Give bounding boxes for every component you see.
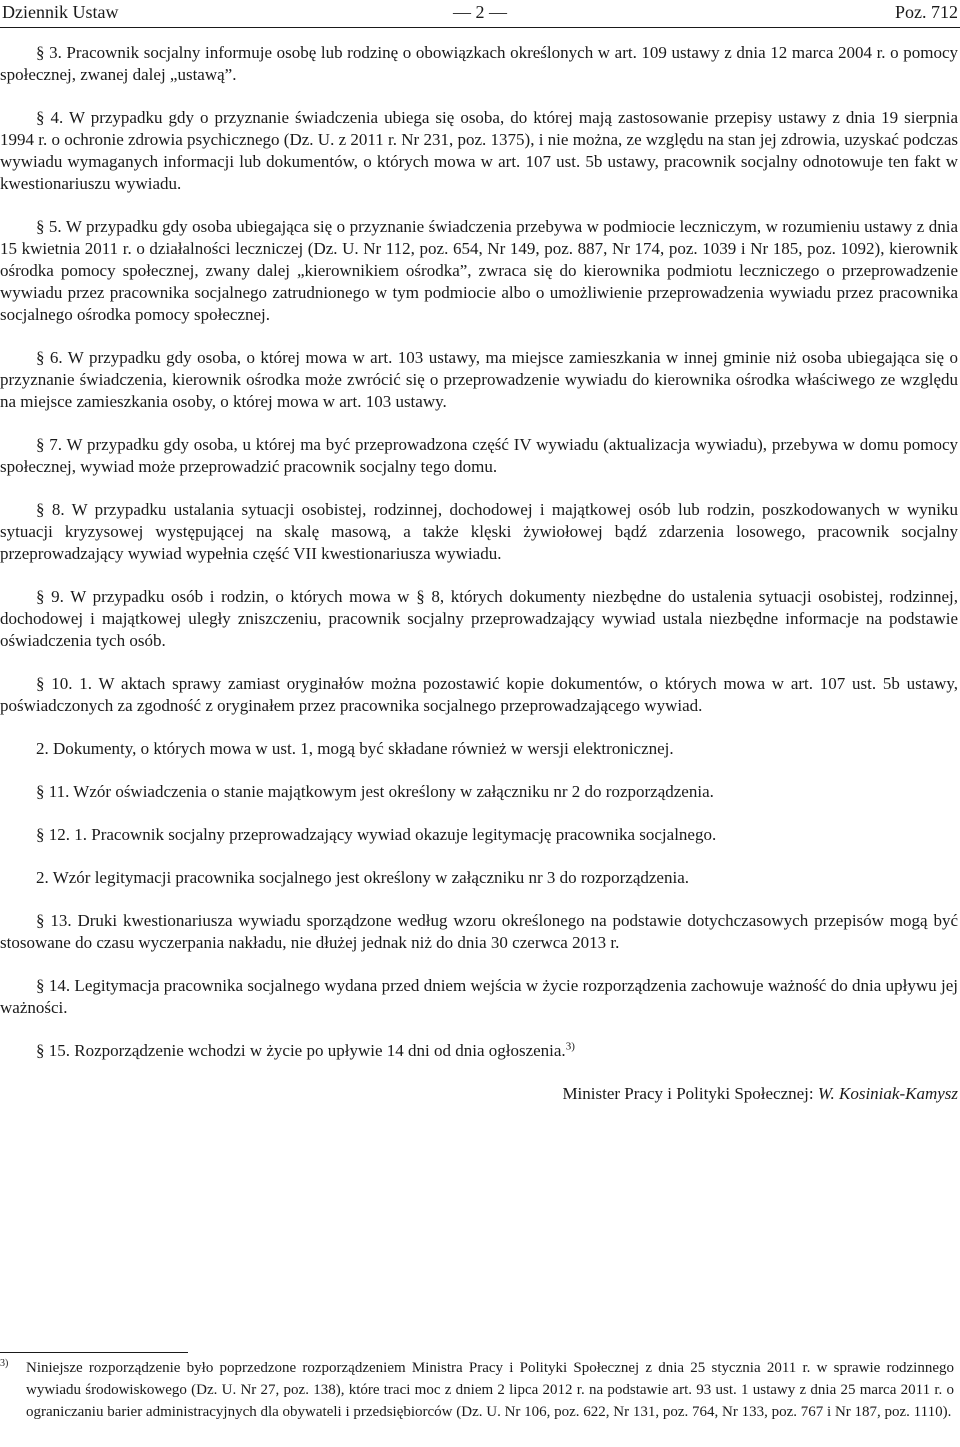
- paragraph-10-1: § 10. 1. W aktach sprawy zamiast oryginałów można pozostawić kopie dokumentów, o których mowa w art. 107 ust. 5b ustawy, poświadczonych za zgodność z oryginałem przez pracownika socjalnego przeprowadzającego wywiad.: [0, 674, 958, 715]
- paragraph-15-text: § 15. Rozporządzenie wchodzi w życie po upływie 14 dni od dnia ogłoszenia.: [36, 1041, 566, 1060]
- position-number: Poz. 712: [895, 2, 958, 22]
- footnote-text: Niniejsze rozporządzenie było poprzedzone rozporządzeniem Ministra Pracy i Polityki Społecznej z dnia 25 stycznia 2011 r. w sprawie rodzinnego wywiadu środowiskowego (Dz. U. Nr 27, poz. 138), które traci moc z dniem 2 lipca 2012 r. na podstawie art. 93 ust. 1 ustawy z dnia 25 marca 2011 r. o ograniczaniu barier administracyjnych dla obywateli i przedsiębiorców (Dz. U. Nr 106, poz. 622, Nr 131, poz. 764, Nr 133, poz. 767 i Nr 187, poz. 1110).: [26, 1360, 954, 1420]
- paragraph-14: § 14. Legitymacja pracownika socjalnego wydana przed dniem wejścia w życie rozporządzenia zachowuje ważność do dnia upływu jej ważności.: [0, 976, 958, 1017]
- footnote-divider: [0, 1352, 188, 1353]
- document-body: [0, 42, 958, 1126]
- paragraph-3: § 3. Pracownik socjalny informuje osobę lub rodzinę o obowiązkach określonych w art. 109 ustawy z dnia 12 marca 2004 r. o pomocy społecznej, zwanej dalej „ustawą”.: [0, 43, 958, 84]
- paragraph-7: § 7. W przypadku gdy osoba, u której ma być przeprowadzona część IV wywiadu (aktualizacja wywiadu), przebywa w domu pomocy społecznej, wywiad może przeprowadzić pracownik socjalny tego domu.: [0, 435, 958, 476]
- paragraph-11: § 11. Wzór oświadczenia o stanie majątkowym jest określony w załączniku nr 2 do rozporządzenia.: [36, 782, 714, 801]
- page-number: — 2 —: [453, 2, 507, 22]
- journal-title: Dziennik Ustaw: [2, 2, 119, 22]
- paragraph-6: § 6. W przypadku gdy osoba, o której mowa w art. 103 ustawy, ma miejsce zamieszkania w innej gminie niż osoba ubiegająca się o przyznanie świadczenia, kierownik ośrodka może zwrócić się o przeprowadzenie wywiadu do kierownika ośrodka właściwego ze względu na miejsce zamieszkania osoby, o której mowa w art. 103 ustawy.: [0, 348, 958, 411]
- paragraph-10-2: 2. Dokumenty, o których mowa w ust. 1, mogą być składane również w wersji elektronicznej.: [36, 739, 674, 758]
- signature-name: W. Kosiniak-Kamysz: [817, 1084, 958, 1103]
- footnote-mark: 3): [0, 1358, 9, 1369]
- signature: [0, 1083, 958, 1105]
- footnote-reference: 3): [565, 1040, 575, 1053]
- page-header: [0, 0, 960, 26]
- paragraph-5: § 5. W przypadku gdy osoba ubiegająca się o przyznanie świadczenia przebywa w podmiocie leczniczym, w rozumieniu ustawy z dnia 15 kwietnia 2011 r. o działalności leczniczej (Dz. U. Nr 112, poz. 654, Nr 149, poz. 887, Nr 174, poz. 1039 i Nr 185, poz. 1092), kierownik ośrodka pomocy społecznej, zwany dalej „kierownikiem ośrodka”, zwraca się do kierownika podmiotu leczniczego o przeprowadzenie wywiadu przez pracownika socjalnego zatrudnionego w tym podmiocie albo o umożliwienie przeprowadzenia wywiadu przez pracownika socjalnego ośrodka pomocy społecznej.: [0, 217, 958, 324]
- signature-title: Minister Pracy i Polityki Społecznej:: [562, 1084, 818, 1103]
- header-divider: [0, 27, 960, 28]
- paragraph-8: § 8. W przypadku ustalania sytuacji osobistej, rodzinnej, dochodowej i majątkowej osób lub rodzin, poszkodowanych w wyniku sytuacji kryzysowej występującej na skalę masową, a także klęski żywiołowej bądź zdarzenia losowego, pracownik socjalny przeprowadzający wywiad wypełnia część VII kwestionariusza wywiadu.: [0, 500, 958, 563]
- paragraph-15: [0, 1040, 958, 1062]
- paragraph-12-2: 2. Wzór legitymacji pracownika socjalnego jest określony w załączniku nr 3 do rozporządzenia.: [36, 868, 689, 887]
- paragraph-13: § 13. Druki kwestionariusza wywiadu sporządzone według wzoru określonego na podstawie dotychczasowych przepisów mogą być stosowane do czasu wyczerpania nakładu, nie dłużej jednak niż do dnia 30 czerwca 2013 r.: [0, 911, 958, 952]
- footnote: [0, 1357, 958, 1423]
- paragraph-4: § 4. W przypadku gdy o przyznanie świadczenia ubiega się osoba, do której mają zastosowanie przepisy ustawy z dnia 19 sierpnia 1994 r. o ochronie zdrowia psychicznego (Dz. U. z 2011 r. Nr 231, poz. 1375), i nie można, ze względu na stan jej zdrowia, uzyskać podczas wywiadu wymaganych informacji lub dokumentów, o których mowa w art. 107 ust. 5b ustawy, pracownik socjalny odnotowuje ten fakt w kwestionariuszu wywiadu.: [0, 108, 958, 193]
- paragraph-12-1: § 12. 1. Pracownik socjalny przeprowadzający wywiad okazuje legitymację pracownika socjalnego.: [36, 825, 717, 844]
- paragraph-9: § 9. W przypadku osób i rodzin, o których mowa w § 8, których dokumenty niezbędne do ustalenia sytuacji osobistej, rodzinnej, dochodowej i majątkowej uległy zniszczeniu, pracownik socjalny przeprowadzający wywiad ustala niezbędne informacje na podstawie oświadczenia tych osób.: [0, 587, 958, 650]
